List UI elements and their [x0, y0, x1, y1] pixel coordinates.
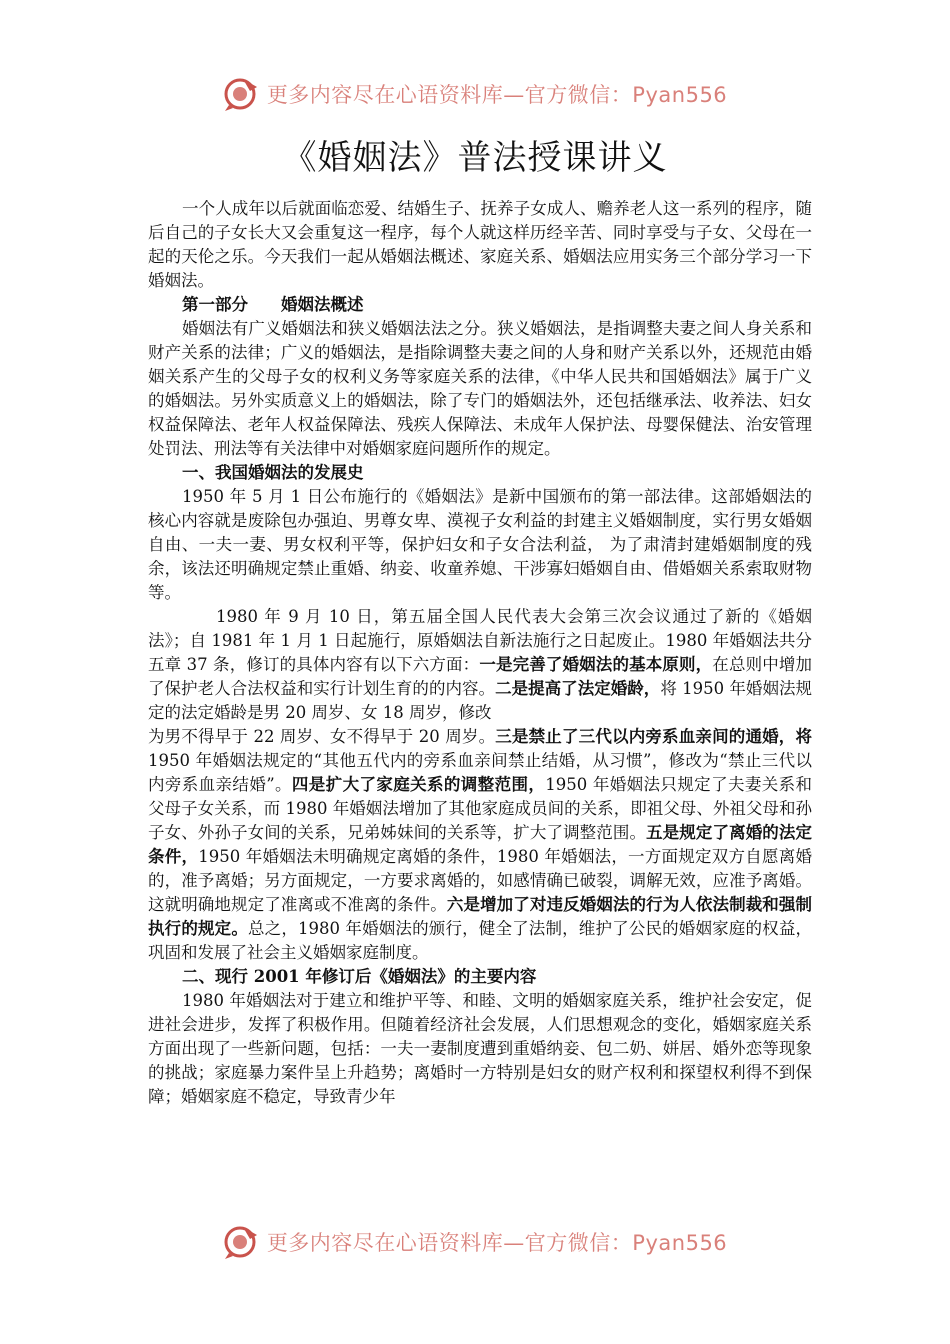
point-1: 一是完善了婚姻法的基本原则， [479, 655, 713, 674]
section1-heading: 一、我国婚姻法的发展史 [182, 463, 364, 482]
intro-paragraph: 一个人成年以后就面临恋爱、结婚生子、抚养子女成人、赡养老人这一系列的程序，随后自己的子女长大又会重复这一程序，每个人就这样历经辛苦、同时享受与子女、父母在一起的天伦之乐。今天我们一起从婚姻法概述、家庭关系、婚姻法应用实务三个部分学习一下婚姻法。 [148, 199, 812, 290]
logo-icon [223, 1223, 261, 1261]
logo-icon [223, 75, 261, 113]
section1-paragraph-1: 1950 年 5 月 1 日公布施行的《婚姻法》是新中国颁布的第一部法律。这部婚姻法的核心内容就是废除包办强迫、男尊女卑、漠视子女利益的封建主义婚姻制度，实行男女婚姻自由、一夫一妻、男女权利平等，保护妇女和子女合法利益， 为了肃清封建婚姻制度的残余，该法还明确规定禁止重婚、纳妾、收童养媳、干涉寡妇婚姻自由、借婚姻关系索取财物等。 [148, 487, 812, 602]
point-6: 六是增加了对违反婚姻法的行为人依法制裁和强制执行的规定。 [148, 895, 813, 938]
point-4: 四是扩大了家庭关系的调整范围， [291, 775, 546, 794]
document-body [148, 197, 812, 1109]
page-title: 《婚姻法》普法授课讲义 [282, 138, 668, 178]
banner-text: 更多内容尽在心语资料库—官方微信：Pyan556 [266, 1231, 728, 1255]
point-3: 三是禁止了三代以内旁系血亲间的通婚，将 [495, 727, 812, 746]
footer-banner [0, 1222, 950, 1262]
point-5: 五是规定了离婚的法定条件， [148, 823, 813, 866]
section2-heading: 二、现行 2001 年修订后《婚姻法》的主要内容 [182, 967, 537, 986]
section1-paragraph-2: 1980 年 9 月 10 日，第五届全国人民代表大会第三次会议通过了新的《婚姻法》；自 1981 年 1 月 1 日起施行，原婚姻法自新法施行之日起废止。1980 年婚姻法共分五章 37 条，修订的具体内容有以下六方面：一是完善了婚姻法的基本原则，在总则中增加了保护老人合法权益和实行计划生育的的内容。二是提高了法定婚龄，将 1950 年婚姻法规定的法定婚龄是男 20 周岁、女 18 周岁，修改 [148, 607, 813, 722]
banner-text: 更多内容尽在心语资料库—官方微信：Pyan556 [266, 83, 728, 107]
header-banner [0, 74, 950, 114]
section1-paragraph-3: 为男不得早于 22 周岁、女不得早于 20 周岁。三是禁止了三代以内旁系血亲间的通婚，将 1950 年婚姻法规定的“其他五代内的旁系血亲间禁止结婚，从习惯”，修改为“禁止三代以内旁系血亲结婚”。四是扩大了家庭关系的调整范围，1950 年婚姻法只规定了夫妻关系和父母子女关系，而 1980 年婚姻法增加了其他家庭成员间的关系，即祖父母、外祖父母和孙子女、外孙子女间的关系，兄弟姊妹间的关系等，扩大了调整范围。五是规定了离婚的法定条件，1950 年婚姻法未明确规定离婚的条件，1980 年婚姻法，一方面规定双方自愿离婚的，准予离婚；另方面规定，一方要求离婚的，如感情确已破裂，调解无效，应准予离婚。这就明确地规定了准离或不准离的条件。六是增加了对违反婚姻法的行为人依法制裁和强制执行的规定。总之，1980 年婚姻法的颁行，健全了法制，维护了公民的婚姻家庭的权益，巩固和发展了社会主义婚姻家庭制度。 [148, 727, 813, 962]
part1-paragraph: 婚姻法有广义婚姻法和狭义婚姻法法之分。狭义婚姻法，是指调整夫妻之间人身关系和财产关系的法律；广义的婚姻法，是指除调整夫妻之间的人身和财产关系以外，还规范由婚姻关系产生的父母子女的权利义务等家庭关系的法律，《中华人民共和国婚姻法》属于广义的婚姻法。另外实质意义上的婚姻法，除了专门的婚姻法外，还包括继承法、收养法、妇女权益保障法、老年人权益保障法、残疾人保障法、未成年人保护法、母婴保健法、治安管理处罚法、刑法等有关法律中对婚姻家庭问题所作的规定。 [148, 319, 812, 458]
point-2: 二是提高了法定婚龄， [495, 679, 661, 698]
part1-heading: 第一部分 婚姻法概述 [182, 295, 364, 314]
section2-paragraph: 1980 年婚姻法对于建立和维护平等、和睦、文明的婚姻家庭关系，维护社会安定，促进社会进步，发挥了积极作用。但随着经济社会发展，人们思想观念的变化，婚姻家庭关系方面出现了一些新问题，包括：一夫一妻制度遭到重婚纳妾、包二奶、姘居、婚外恋等现象的挑战；家庭暴力案件呈上升趋势；离婚时一方特别是妇女的财产权利和探望权利得不到保障；婚姻家庭不稳定，导致青少年 [148, 991, 812, 1106]
